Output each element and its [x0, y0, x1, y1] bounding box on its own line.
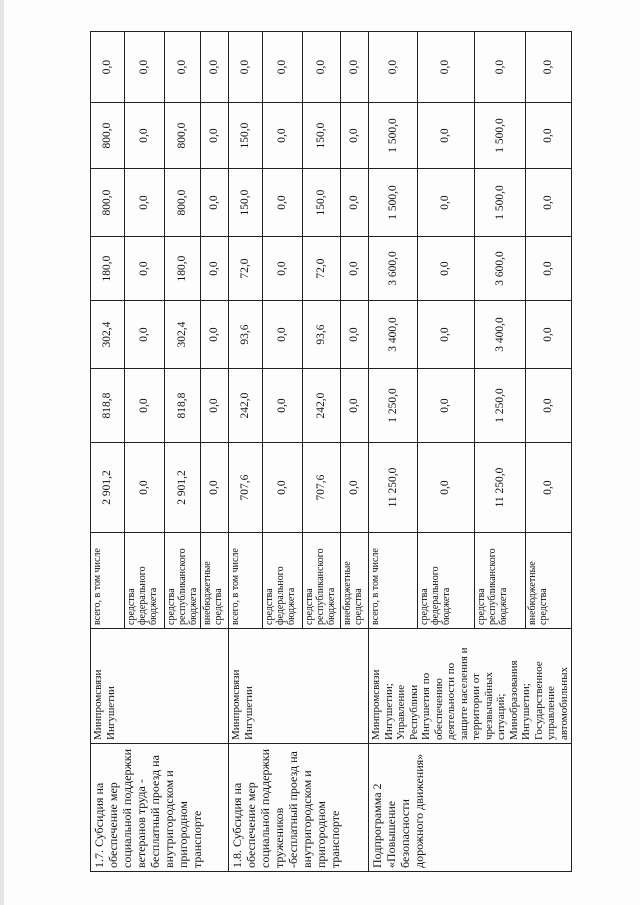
amount-cell: 242,0	[229, 369, 263, 443]
executor-cell: Минпромсвязи Ингушетии	[91, 629, 229, 744]
amount-cell: 800,0	[91, 103, 125, 169]
executor-cell: Минпромсвязи Ингушетии	[229, 629, 369, 744]
amount-cell: 0,0	[263, 369, 303, 443]
amount-cell: 0,0	[91, 32, 125, 103]
amount-cell: 0,0	[417, 237, 474, 301]
amount-cell: 0,0	[417, 103, 474, 169]
amount-cell: 150,0	[229, 169, 263, 237]
amount-cell: 11 250,0	[474, 443, 525, 533]
amount-cell: 0,0	[201, 369, 229, 443]
amount-cell: 0,0	[526, 443, 572, 533]
amount-cell: 0,0	[417, 32, 474, 103]
amount-cell: 0,0	[201, 237, 229, 301]
program-title-cell: Подпрограмма 2 «Повышение безопасности дорожного движения»	[369, 744, 572, 872]
amount-cell: 0,0	[341, 169, 369, 237]
amount-cell: 0,0	[165, 32, 201, 103]
amount-cell: 0,0	[526, 237, 572, 301]
program-title-cell: 1.8. Субсидия на обеспечение мер социальной поддержки тружеников -бесплатный проезд на внутригородском и пригородном транспорте	[229, 744, 369, 872]
rotated-table-wrapper	[90, 32, 570, 872]
amount-cell: 0,0	[125, 237, 165, 301]
amount-cell: 0,0	[341, 443, 369, 533]
amount-cell: 1 500,0	[474, 169, 525, 237]
amount-cell: 302,4	[165, 301, 201, 369]
amount-cell: 1 250,0	[369, 369, 418, 443]
amount-cell: 818,8	[91, 369, 125, 443]
amount-cell: 0,0	[125, 301, 165, 369]
amount-cell: 0,0	[303, 32, 341, 103]
amount-cell: 818,8	[165, 369, 201, 443]
amount-cell: 1 500,0	[474, 103, 525, 169]
program-title-cell: 1.7. Субсидия на обеспечение мер социальной поддержки ветеранов труда - бесплатный проезд на внутригородском и пригородном транспорте	[91, 744, 229, 872]
amount-cell: 0,0	[417, 443, 474, 533]
amount-cell: 0,0	[526, 103, 572, 169]
amount-cell: 0,0	[263, 169, 303, 237]
amount-cell: 0,0	[201, 103, 229, 169]
budget-table	[90, 31, 572, 872]
amount-cell: 0,0	[263, 32, 303, 103]
amount-cell: 2 901,2	[165, 443, 201, 533]
amount-cell: 180,0	[91, 237, 125, 301]
funding-source-cell: средства республиканского бюджета	[303, 533, 341, 629]
amount-cell: 0,0	[474, 32, 525, 103]
amount-cell: 3 600,0	[474, 237, 525, 301]
amount-cell: 0,0	[417, 369, 474, 443]
amount-cell: 302,4	[91, 301, 125, 369]
amount-cell: 0,0	[263, 443, 303, 533]
amount-cell: 0,0	[526, 301, 572, 369]
funding-source-cell: внебюджетные средства	[201, 533, 229, 629]
amount-cell: 3 400,0	[369, 301, 418, 369]
amount-cell: 0,0	[526, 169, 572, 237]
funding-source-cell: всего, в том числе	[369, 533, 418, 629]
amount-cell: 180,0	[165, 237, 201, 301]
amount-cell: 0,0	[341, 369, 369, 443]
funding-source-cell: средства республиканского бюджета	[474, 533, 525, 629]
funding-source-cell: средства федерального бюджета	[263, 533, 303, 629]
amount-cell: 150,0	[303, 169, 341, 237]
funding-source-cell: средства республиканского бюджета	[165, 533, 201, 629]
amount-cell: 1 500,0	[369, 103, 418, 169]
funding-source-cell: внебюджетные средства	[341, 533, 369, 629]
amount-cell: 150,0	[229, 103, 263, 169]
amount-cell: 0,0	[526, 369, 572, 443]
amount-cell: 0,0	[341, 103, 369, 169]
amount-cell: 800,0	[91, 169, 125, 237]
amount-cell: 0,0	[125, 103, 165, 169]
amount-cell: 800,0	[165, 169, 201, 237]
amount-cell: 0,0	[263, 103, 303, 169]
amount-cell: 150,0	[303, 103, 341, 169]
amount-cell: 0,0	[341, 237, 369, 301]
amount-cell: 0,0	[201, 301, 229, 369]
funding-source-cell: средства федерального бюджета	[125, 533, 165, 629]
amount-cell: 0,0	[526, 32, 572, 103]
amount-cell: 0,0	[263, 301, 303, 369]
amount-cell: 3 600,0	[369, 237, 418, 301]
amount-cell: 0,0	[369, 32, 418, 103]
table-row	[229, 32, 263, 872]
amount-cell: 93,6	[303, 301, 341, 369]
funding-source-cell: внебюджетные средства	[526, 533, 572, 629]
amount-cell: 0,0	[341, 301, 369, 369]
amount-cell: 0,0	[201, 32, 229, 103]
amount-cell: 707,6	[303, 443, 341, 533]
amount-cell: 2 901,2	[91, 443, 125, 533]
amount-cell: 72,0	[303, 237, 341, 301]
amount-cell: 11 250,0	[369, 443, 418, 533]
amount-cell: 93,6	[229, 301, 263, 369]
amount-cell: 0,0	[125, 32, 165, 103]
scan-edge-line	[0, 0, 4, 905]
amount-cell: 0,0	[417, 169, 474, 237]
amount-cell: 800,0	[165, 103, 201, 169]
amount-cell: 0,0	[341, 32, 369, 103]
amount-cell: 0,0	[229, 32, 263, 103]
amount-cell: 0,0	[201, 443, 229, 533]
amount-cell: 0,0	[125, 443, 165, 533]
amount-cell: 0,0	[417, 301, 474, 369]
table-row	[369, 32, 418, 872]
funding-source-cell: средства федерального бюджета	[417, 533, 474, 629]
funding-source-cell: всего, в том числе	[91, 533, 125, 629]
funding-source-cell: всего, в том числе	[229, 533, 263, 629]
executor-cell: Минпромсвязи Ингушетии; Управление Республики Ингушетия по обеспечению деятельности по защите населения и территории от чрезвычайных ситуаций; Минобразования Ингушетии; Государственное управление автомобильных	[369, 629, 572, 744]
amount-cell: 0,0	[125, 369, 165, 443]
amount-cell: 0,0	[201, 169, 229, 237]
amount-cell: 3 400,0	[474, 301, 525, 369]
amount-cell: 242,0	[303, 369, 341, 443]
amount-cell: 707,6	[229, 443, 263, 533]
amount-cell: 0,0	[125, 169, 165, 237]
amount-cell: 72,0	[229, 237, 263, 301]
table-row	[91, 32, 125, 872]
amount-cell: 1 250,0	[474, 369, 525, 443]
amount-cell: 0,0	[263, 237, 303, 301]
amount-cell: 1 500,0	[369, 169, 418, 237]
table-body	[91, 32, 572, 872]
